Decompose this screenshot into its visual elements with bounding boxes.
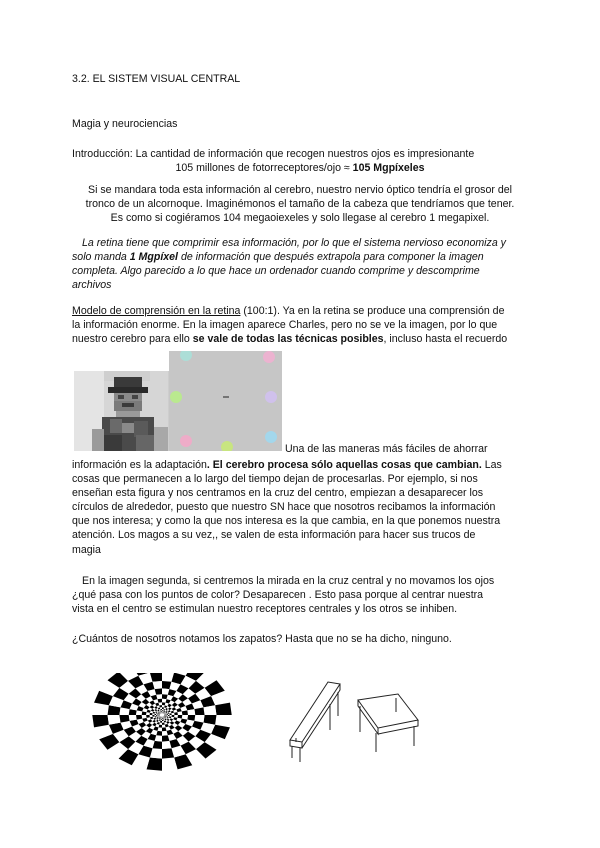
peripheral-fading-dots-image (169, 351, 282, 451)
image-inline-caption: Una de las maneras más fáciles de ahorrar (285, 443, 488, 455)
para1-line-3: Es como si cogiéramos 104 megaoiexeles y solo llegase al cerebro 1 megapixel. (110, 212, 490, 224)
para3-line-1: Modelo de comprensión en la retina (100:1). Ya en la retina se produce una comprensión de (72, 305, 505, 317)
para4-line-6: atención. Los magos a su vez,, se valen de esta información para hacer sus trucos de (72, 529, 476, 541)
page-title: 3.2. EL SISTEM VISUAL CENTRAL (72, 73, 241, 85)
section-subheading: Magia y neurociencias (72, 118, 178, 130)
para2-line-1: La retina tiene que comprimir esa información, por lo que el sistema nervioso economiza y (82, 237, 506, 249)
para4-line-1: información es la adaptación. El cerebro procesa sólo aquellas cosas que cambian. Las (72, 459, 502, 471)
para4-line-3: enseñan esta figura y nos centramos en la cruz del centro, empiezan a desaparecer los (72, 487, 484, 499)
para3-line-2: la información enorme. En la imagen aparece Charles, pero no se ve la imagen, por lo que (72, 319, 498, 331)
pixelated-portrait-image (74, 371, 180, 451)
para1-line-2: tronco de un alcornoque. Imaginémonos el tamaño de la cabeza que tendríamos que tener. (85, 198, 515, 210)
para2-line-4: archivos (72, 279, 112, 291)
para5-line-1: En la imagen segunda, si centremos la mirada en la cruz central y no movamos los ojos (82, 575, 495, 587)
para4-line-7: magia (72, 544, 101, 556)
para6-line: ¿Cuántos de nosotros notamos los zapatos? Hasta que no se ha dicho, ninguno. (72, 633, 452, 645)
para5-line-3: vista en el centro se estimulan nuestro receptores centrales y los otros se inhiben. (72, 603, 458, 615)
para4-line-5: que nos interesa; y como la que nos interesa es la que cambia, en la que ponemos nuestra (72, 515, 501, 527)
para2-line-2: solo manda 1 Mgpíxel de información que después extrapola para componer la imagen (72, 251, 484, 263)
para1-line-1: Si se mandara toda esta información al cerebro, nuestro nervio óptico tendría el grosor del (88, 184, 512, 196)
para4-line-4: círculos de alrededor, puesto que nuestro SN hace que nosotros recibamos la información (72, 501, 496, 513)
two-tables-illusion (286, 676, 426, 766)
retina-model-link[interactable]: Modelo de comprensión en la retina (72, 305, 241, 317)
intro-line-1: Introducción: La cantidad de información que recogen nuestros ojos es impresionante (72, 148, 475, 160)
checkerboard-tunnel-illusion (74, 673, 246, 771)
intro-line-2: 105 millones de fotorreceptores/ojo ≈ 105 Mgpíxeles (175, 162, 425, 174)
para3-line-3: nuestro cerebro para ello se vale de todas las técnicas posibles, incluso hasta el recuerdo (72, 333, 508, 345)
para2-line-3: completa. Algo parecido a lo que hace un ordenador cuando comprime y descomprime (72, 265, 480, 277)
para4-line-2: cosas que permanecen a lo largo del tiempo dejan de procesarlas. Por ejemplo, si nos (72, 473, 478, 485)
para5-line-2: ¿qué pasa con los puntos de color? Desaparecen . Esto pasa porque al centrar nuestra (72, 589, 484, 601)
